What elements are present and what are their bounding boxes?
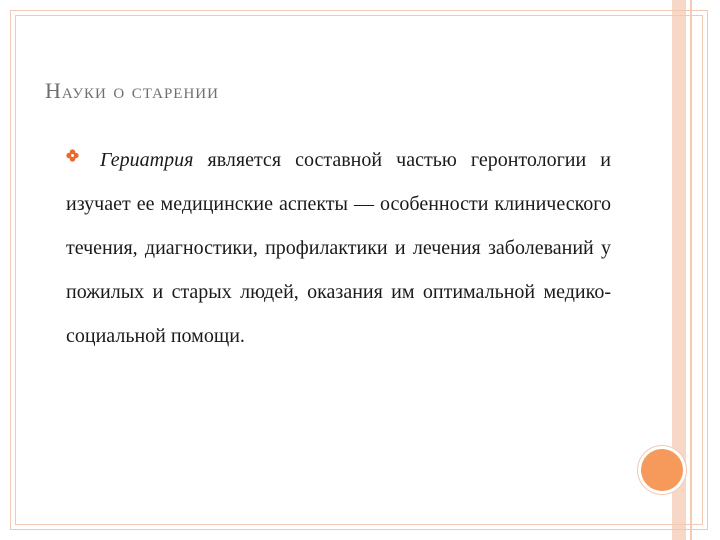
paragraph-text: является составной частью геронтологии и изучает ее медицинские аспекты — особенности клинического течения, диагностики, профилактики и лечения заболеваний у пожилых и старых людей, оказания им оптимальной медико-социальной помощи. [66,149,612,347]
term-geriatrics: Гериатрия [100,149,194,171]
bullet-paragraph [66,138,611,358]
decor-circle [641,449,683,491]
slide-title: Науки о старении [45,78,219,103]
